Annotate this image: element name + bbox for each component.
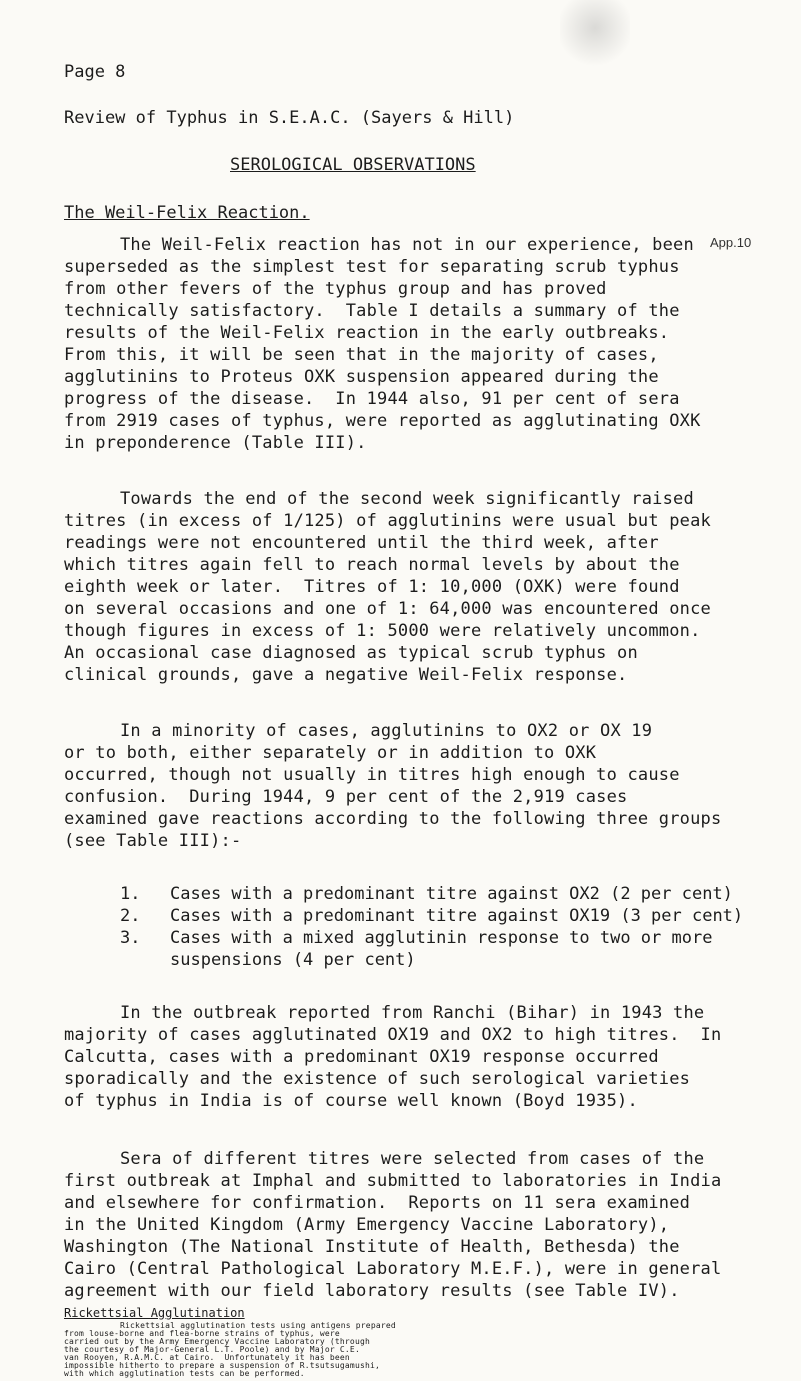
text-line: in preponderence (Table III). — [64, 433, 367, 453]
text-line: the courtesy of Major-General L.T. Poole) and by Major C.E. — [64, 1345, 360, 1354]
text-line: Calcutta, cases with a predominant OX19 response occurred — [64, 1047, 659, 1067]
text-line: An occasional case diagnosed as typical scrub typhus on — [64, 643, 638, 663]
list-item-number: 1. — [120, 884, 141, 904]
text-line: agreement with our field laboratory results (see Table IV). — [64, 1281, 680, 1301]
text-line: sporadically and the existence of such serological varieties — [64, 1069, 691, 1089]
text-line: van Rooyen, R.A.M.C. at Cairo. Unfortunately it has been — [64, 1353, 350, 1362]
text-line: readings were not encountered until the third week, after — [64, 533, 659, 553]
text-line: or to both, either separately or in addition to OXK — [64, 743, 597, 763]
text-line: of typhus in India is of course well known (Boyd 1935). — [64, 1091, 638, 1111]
subheading-rickettsial: Rickettsial Agglutination — [64, 1306, 245, 1320]
text-line: technically satisfactory. Table I details a summary of the — [64, 301, 680, 321]
list-item-number: 3. — [120, 928, 141, 948]
text-line: occurred, though not usually in titres high enough to cause — [64, 765, 680, 785]
list-item-text: Cases with a predominant titre against OX2 (2 per cent) — [170, 884, 733, 904]
text-line: from louse-borne and flea-borne strains of typhus, were — [64, 1329, 340, 1338]
text-line: clinical grounds, gave a negative Weil-Felix response. — [64, 665, 628, 685]
text-line: results of the Weil-Felix reaction in the early outbreaks. — [64, 323, 670, 343]
text-line: confusion. During 1944, 9 per cent of the 2,919 cases — [64, 787, 628, 807]
text-line: examined gave reactions according to the following three groups — [64, 809, 722, 829]
text-line: Sera of different titres were selected from cases of the — [120, 1149, 705, 1169]
list-item-text: Cases with a mixed agglutinin response to two or more — [170, 928, 713, 948]
paper-smudge — [560, 0, 630, 70]
list-item-text: Cases with a predominant titre against OX19 (3 per cent) — [170, 906, 744, 926]
text-line: Rickettsial agglutination tests using antigens prepared — [120, 1321, 396, 1330]
text-line: carried out by the Army Emergency Vaccine Laboratory (through — [64, 1337, 371, 1346]
text-line: in the United Kingdom (Army Emergency Vaccine Laboratory), — [64, 1215, 670, 1235]
list-item-text: suspensions (4 per cent) — [170, 950, 416, 970]
text-line: from other fevers of the typhus group and has proved — [64, 279, 607, 299]
text-line: In a minority of cases, agglutinins to OX2 or OX 19 — [120, 721, 653, 741]
appendix-margin-note: App.10 — [710, 235, 752, 250]
text-line: and elsewhere for confirmation. Reports on 11 sera examined — [64, 1193, 691, 1213]
list-item-number: 2. — [120, 906, 141, 926]
text-line: agglutinins to Proteus OXK suspension appeared during the — [64, 367, 659, 387]
text-line: with which agglutination tests can be performed. — [64, 1369, 305, 1378]
text-line: on several occasions and one of 1: 64,000 was encountered once — [64, 599, 711, 619]
text-line: From this, it will be seen that in the majority of cases, — [64, 345, 659, 365]
text-line: Cairo (Central Pathological Laboratory M.E.F.), were in general — [64, 1259, 722, 1279]
review-title: Review of Typhus in S.E.A.C. (Sayers & Hill) — [64, 108, 515, 128]
text-line: first outbreak at Imphal and submitted to laboratories in India — [64, 1171, 722, 1191]
text-line: progress of the disease. In 1944 also, 91 per cent of sera — [64, 389, 680, 409]
text-line: In the outbreak reported from Ranchi (Bihar) in 1943 the — [120, 1003, 705, 1023]
page-number: Page 8 — [64, 62, 126, 82]
text-line: The Weil-Felix reaction has not in our experience, been — [120, 235, 694, 255]
text-line: Towards the end of the second week significantly raised — [120, 489, 694, 509]
text-line: impossible hitherto to prepare a suspension of R.tsutsugamushi, — [64, 1361, 381, 1370]
text-line: titres (in excess of 1/125) of agglutinins were usual but peak — [64, 511, 711, 531]
text-line: though figures in excess of 1: 5000 were relatively uncommon. — [64, 621, 701, 641]
text-line: from 2919 cases of typhus, were reported as agglutinating OXK — [64, 411, 701, 431]
text-line: eighth week or later. Titres of 1: 10,000 (OXK) were found — [64, 577, 680, 597]
section-heading: SEROLOGICAL OBSERVATIONS — [230, 155, 476, 175]
text-line: majority of cases agglutinated OX19 and OX2 to high titres. In — [64, 1025, 722, 1045]
text-line: which titres again fell to reach normal levels by about the — [64, 555, 680, 575]
text-line: (see Table III):- — [64, 831, 242, 851]
text-line: superseded as the simplest test for separating scrub typhus — [64, 257, 680, 277]
subheading-weil-felix: The Weil-Felix Reaction. — [64, 203, 310, 223]
text-line: Washington (The National Institute of Health, Bethesda) the — [64, 1237, 680, 1257]
